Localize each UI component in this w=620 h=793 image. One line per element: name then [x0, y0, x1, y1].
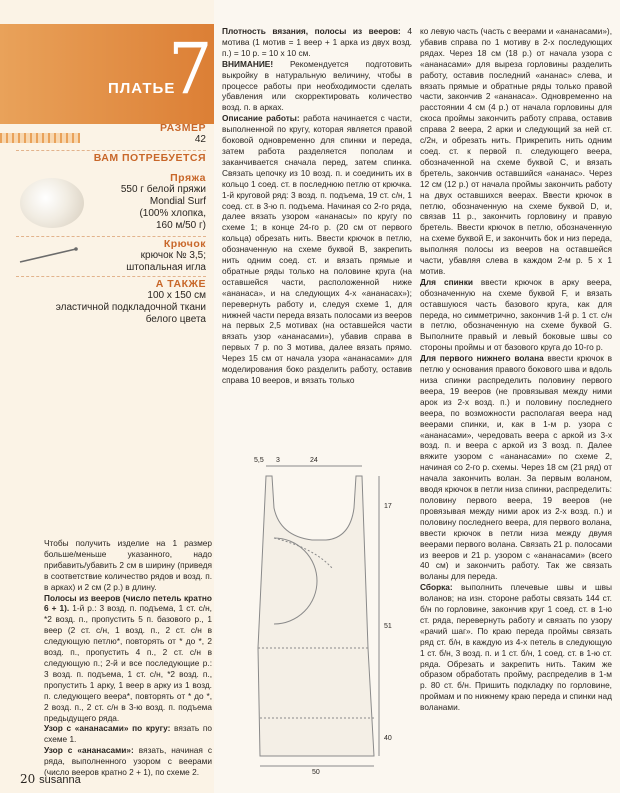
density-title: Плотность вязания, полосы из вееров: — [222, 26, 401, 36]
front-text: ко левую часть (часть с веерами и «ананасами»), убавив справа по 1 мотиву в 2-х последующих рядах. Через 18 см (18 р.) от начала узора с «ананасами» для выреза горловины разделить работу, оставив последний «ананас» слева, и вязать прямые и обратные ряды только правой части, закончив 2 «ананаса». Одновременно на расстоянии 4 см (4 р.) от начала горловины для скоса проймы закончить работу справа, оставив справа 2 веера, 2 арки и следующий за ней ст. с/2н, и обрезать нить. Прикрепить нить одним соед. ст. к первой п. следующего веера, обозначенной на схеме буквой С, и вязать бретель, закончив оставшийся «ананас». Через 12 см (12 р.) от начала проймы закончить работу на двух оставшихся веерах. Ввести крючок в петлю, обозначенную на схеме буквой D, и, связав 11 р., закончить горловину и правую бретель. Ввести крючок в петлю, обозначенную на схеме буквой Е, и закончить бок и низ переда, выполняя полосы из вееров на оставшейся части, убавляя слева в каждом 2-м р. 5 х 1 мотив. — [420, 26, 613, 276]
also-line: 100 х 150 см — [147, 290, 206, 301]
also-line: эластичной подкладочной ткани — [55, 302, 206, 313]
lower-flounce-title: Для первого нижнего волана — [420, 353, 544, 364]
yarn-line: 550 г белой пряжи — [120, 184, 206, 195]
divider — [16, 236, 206, 237]
hook-heading: Крючок — [163, 238, 206, 250]
dimension-label: 17 — [384, 503, 392, 510]
instructions-column-left — [44, 538, 212, 778]
attention-text: Рекомендуется подготовить выкройку в натуральную величину, чтобы в процессе работы при необходимости сделать убавления или скорректировать количество возд. п. в арках. — [222, 58, 412, 113]
pineapple-title: Узор с «ананасами»: — [44, 745, 134, 756]
description-text: работа начинается с части, выполненной по кругу, которая является правой боковой одновременно для спинки и переда, затем работа разделяется пополам и заканчивается сначала перед, затем спинка. Связать цепочку из 10 возд. п. и соединить их в кольцо 1 соед. ст. в последнюю петлю от крючка. 1-й круговой ряд: 3 возд. п. подъема, 19 ст. с/н, 1 соед. ст. в 3-ю п. подъема. Начиная со 2-го ряда, далее вязать узором «ананасы» по кругу по схеме 1; в конце 24-го р. (20 см от первого кольца) обрезать нить. Ввести крючок в петлю, обозначенную на схеме буквой В, закрепить нить одним соед. ст. и вязать прямые и обратные ряды только на половине круга (на оставшейся части, расположенной ниже «ананаса», и на следующих 4-х «ананасах»); перевернуть работу и, следуя схеме 1, для нижней части переда вязать полосами из вееров на первых 2,5 мотивах (на оставшейся части вязать узор «ананасами»), убавив справа в первых 7 р. по 3 мотива, далее вязать прямо. Через 15 см от начала узора «ананасами» для моделирования боко разделить работу, оставив справа 10 вееров, и вязать только — [222, 113, 412, 385]
yarn-ball-icon — [20, 178, 84, 228]
page-number: 20 — [20, 772, 36, 786]
dimension-label: 24 — [310, 457, 318, 464]
size-section — [160, 122, 206, 146]
yarn-heading: Пряжа — [170, 172, 206, 184]
also-line: белого цвета — [145, 314, 206, 325]
description-title: Описание работы: — [222, 113, 300, 124]
pineapple-text: вязать, начиная с ряда, выполненного узором с веерами (число вееров кратно 2 + 1), по схеме 2. — [44, 745, 213, 778]
also-section — [56, 278, 206, 326]
yarn-line: (100% хлопка, — [139, 208, 206, 219]
hook-line: крючок № 3,5; — [140, 250, 206, 261]
fans-title: Полосы из вееров (число петель кратно 6 + 1). — [44, 592, 212, 614]
yarn-line: Mondial Surf — [149, 196, 206, 207]
fans-text: 1-й р.: 3 возд. п. подъема, 1 ст. с/н, *2 возд. п., пропустить 5 п. базового р., 1 веер (2 ст. с/н, 1 возд. п., 2 ст. с/н в следующую петлю*, повторять от * до *, 2 возд. п., пропустить 4 п., 2 ст. с/н в следующую п.; 2-й и все последующие р.: 3 возд. п. подъема, 1 ст. с/н, *2 возд. п., пропустить 1 арку, 1 веер в арку из 1 возд. п. следующего веера*, повторять от * до *, 2 возд. п., 2 ст. с/н в 3-ю возд. п. подъема предыдущего ряда. — [44, 603, 212, 723]
hook-line: штопальная игла — [126, 262, 206, 273]
lower-flounce-text: ввести крючок в петлю у основания правого бокового шва и вдоль низа спинки распределить половину первого веера, 19 вееров (не провязывая между ними арок из 2-х возд. п.) и половину последнего веера, по возможности располагая веера над веерами спинки, и, как в 1-м р. узора с «ананасами», чередовать веера с аркой из 3-х возд. п. и веера с аркой из 3 возд. п. Далее вяжите узором с «ананасами» по схеме 2, начиная со 2-го р. схемы. Через 18 см (21 ряд) от начала закончить волан. За первым воланом, вводя крючок в петли низа спинки, распределить: половину первого веера, 19 вееров (не провязывая между ними арок из 2-х возд. п.) и половину последнего веера, для первого волана, ввести крючок в петли низа между двумя веерами первого волана. Связать 21 р. полосами из вееров и 21 р. узором с «ананасами» (всего 40 см) и закончить работу. Так же связать воланы для переда. — [420, 353, 612, 582]
yarn-line: 160 м/50 г) — [156, 220, 206, 231]
back-text: ввести крючок в арку веера, обозначенную на схеме буквой F, и вязать оставшуюся часть базового круга, как для переда, но симметрично, закончив 1-й р. 1 ст. с/н в петлю, обозначенную на схеме буквой G. Выполните правый и левый боковые швы со стороны проймы и от базового круга до 10-го р. — [420, 276, 612, 353]
density-text: 4 мотива (1 мотив = 1 веер + 1 арка из двух возд. п.) = 10 р. = 10 х 10 см. — [222, 26, 412, 58]
assembly-text: выполнить плечевые швы и швы воланов; на изн. стороне работы связать 144 ст. б/н по горловине, закончив круг 1 соед. ст. в 1-ю ст. ряда, перевернуть работу и связать по узору «рачий шаг». По краю переда проймы связать ряд ст. б/н, в каждую из 4-х петель в следующую 1 ст. б/н, 3 возд. п. и 1 ст. б/н, 1 соед. ст. в 1-ю ст. ряда. Обрезать и закрепить нить. Таким же образом обработать пройму, распределив в 1-м р. 80 ст. б/н. Пришить подкладку по горловине, проймам и по нижнему краю переда и спинки над воланами. — [420, 582, 612, 713]
dimension-label: 50 — [312, 769, 320, 776]
yarn-section — [121, 172, 206, 232]
back-title: Для спинки — [420, 276, 473, 287]
size-value: 42 — [194, 134, 206, 145]
size-adjust-text: Чтобы получить изделие на 1 размер больше/меньше указанного, надо прибавить/убавить 2 см в ширину (приведя в соответствие количество рядов и возд. п. в арках) и 2 см (2 р.) в длину. — [44, 538, 212, 592]
crochet-hook-icon — [18, 246, 80, 264]
round-pattern-text: вязать по схеме 1. — [44, 723, 212, 745]
need-section — [94, 152, 206, 164]
dimension-label: 40 — [384, 735, 392, 742]
round-pattern-title: Узор с «ананасами» по кругу: — [44, 723, 171, 734]
dress-pattern-diagram — [214, 448, 414, 776]
model-number: 7 — [168, 28, 213, 110]
dimension-label: 3 — [276, 457, 280, 464]
divider — [16, 150, 206, 151]
title-banner — [0, 24, 214, 124]
page-title: ПЛАТЬЕ — [108, 80, 176, 97]
page-footer — [20, 772, 81, 786]
hook-section — [126, 238, 206, 274]
instructions-column-right — [420, 26, 612, 713]
also-heading: А ТАКЖЕ — [155, 278, 206, 290]
need-heading: ВАМ ПОТРЕБУЕТСЯ — [93, 152, 206, 164]
attention-title: ВНИМАНИЕ! — [222, 58, 274, 69]
size-heading: РАЗМЕР — [160, 122, 206, 134]
assembly-title: Сборка: — [420, 582, 453, 593]
dimension-label: 5,5 — [254, 457, 264, 464]
dimension-label: 51 — [384, 623, 392, 630]
brand-name: susanna — [39, 774, 81, 786]
instructions-column-middle — [222, 26, 412, 386]
divider — [16, 276, 206, 277]
